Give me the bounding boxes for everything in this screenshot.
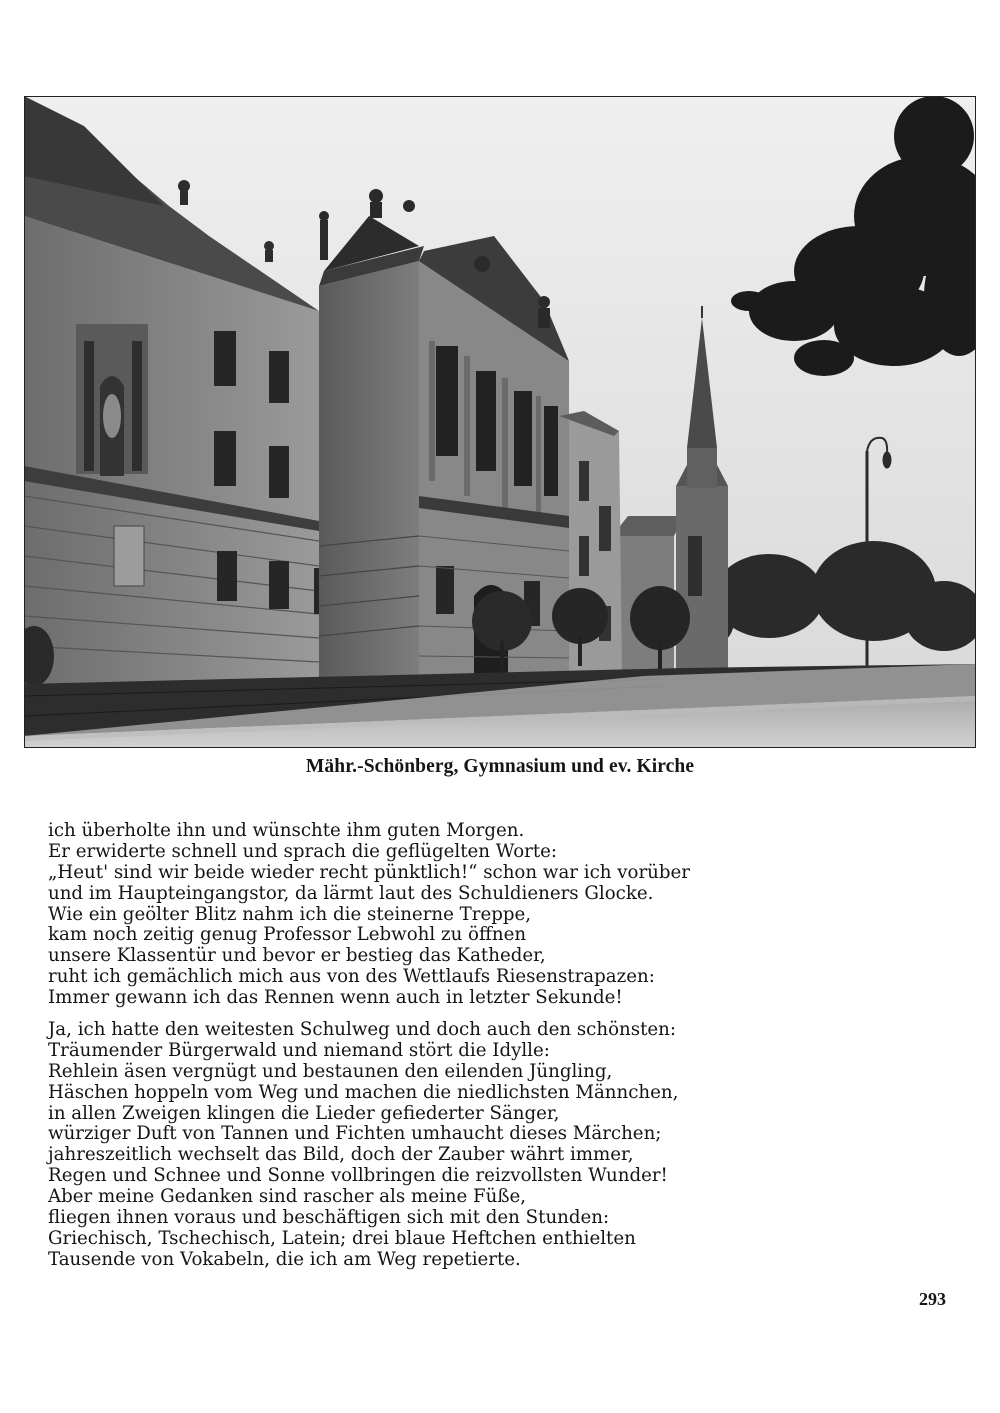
poem-stanza-1 <box>48 821 808 1009</box>
poem-line: jahreszeitlich wechselt das Bild, doch der Zauber währt immer, <box>48 1144 634 1166</box>
photo-illustration <box>24 96 976 748</box>
poem-line: Immer gewann ich das Rennen wenn auch in letzter Sekunde! <box>48 987 623 1009</box>
poem-line: und im Haupteingangstor, da lärmt laut des Schuldieners Glocke. <box>48 882 654 904</box>
poem-line: Ja, ich hatte den weitesten Schulweg und doch auch den schönsten: <box>48 1019 676 1040</box>
poem-line: Häschen hoppeln vom Weg und machen die niedlichsten Männchen, <box>48 1081 679 1103</box>
photograph-gymnasium-church <box>24 96 976 748</box>
poem-line: Er erwiderte schnell und sprach die geflügelten Worte: <box>48 840 558 862</box>
poem-stanza-2 <box>48 1020 808 1271</box>
poem-line: Griechisch, Tschechisch, Latein; drei blaue Heftchen enthielten <box>48 1227 636 1249</box>
poem-line: Tausende von Vokabeln, die ich am Weg repetierte. <box>48 1248 521 1270</box>
poem-line: würziger Duft von Tannen und Fichten umhaucht dieses Märchen; <box>48 1123 662 1145</box>
poem-line: in allen Zweigen klingen die Lieder gefiederter Sänger, <box>48 1102 560 1124</box>
poem-line: Regen und Schnee und Sonne vollbringen die reizvollsten Wunder! <box>48 1165 668 1187</box>
page-number: 293 <box>919 1289 946 1309</box>
poem-line: ruht ich gemächlich mich aus von des Wettlaufs Riesenstrapazen: <box>48 966 655 988</box>
poem-line: ich überholte ihn und wünschte ihm guten Morgen. <box>48 820 525 841</box>
poem-line: Aber meine Gedanken sind rascher als meine Füße, <box>48 1186 527 1208</box>
poem-line: unsere Klassentür und bevor er bestieg das Katheder, <box>48 945 546 967</box>
poem-line: Wie ein geölter Blitz nahm ich die steinerne Treppe, <box>48 903 532 925</box>
photo-caption: Mähr.-Schönberg, Gymnasium und ev. Kirche <box>305 756 695 777</box>
poem-line: Träumender Bürgerwald und niemand stört die Idylle: <box>48 1039 550 1061</box>
poem-line: Rehlein äsen vergnügt und bestaunen den eilenden Jüngling, <box>48 1060 613 1082</box>
poem-line: fliegen ihnen voraus und beschäftigen sich mit den Stunden: <box>48 1207 610 1229</box>
gymnasium-corner-pavilion <box>319 189 424 686</box>
poem-line: „Heut' sind wir beide wieder recht pünktlich!“ schon war ich vorüber <box>48 861 690 883</box>
poem-line: kam noch zeitig genug Professor Lebwohl zu öffnen <box>48 924 527 946</box>
